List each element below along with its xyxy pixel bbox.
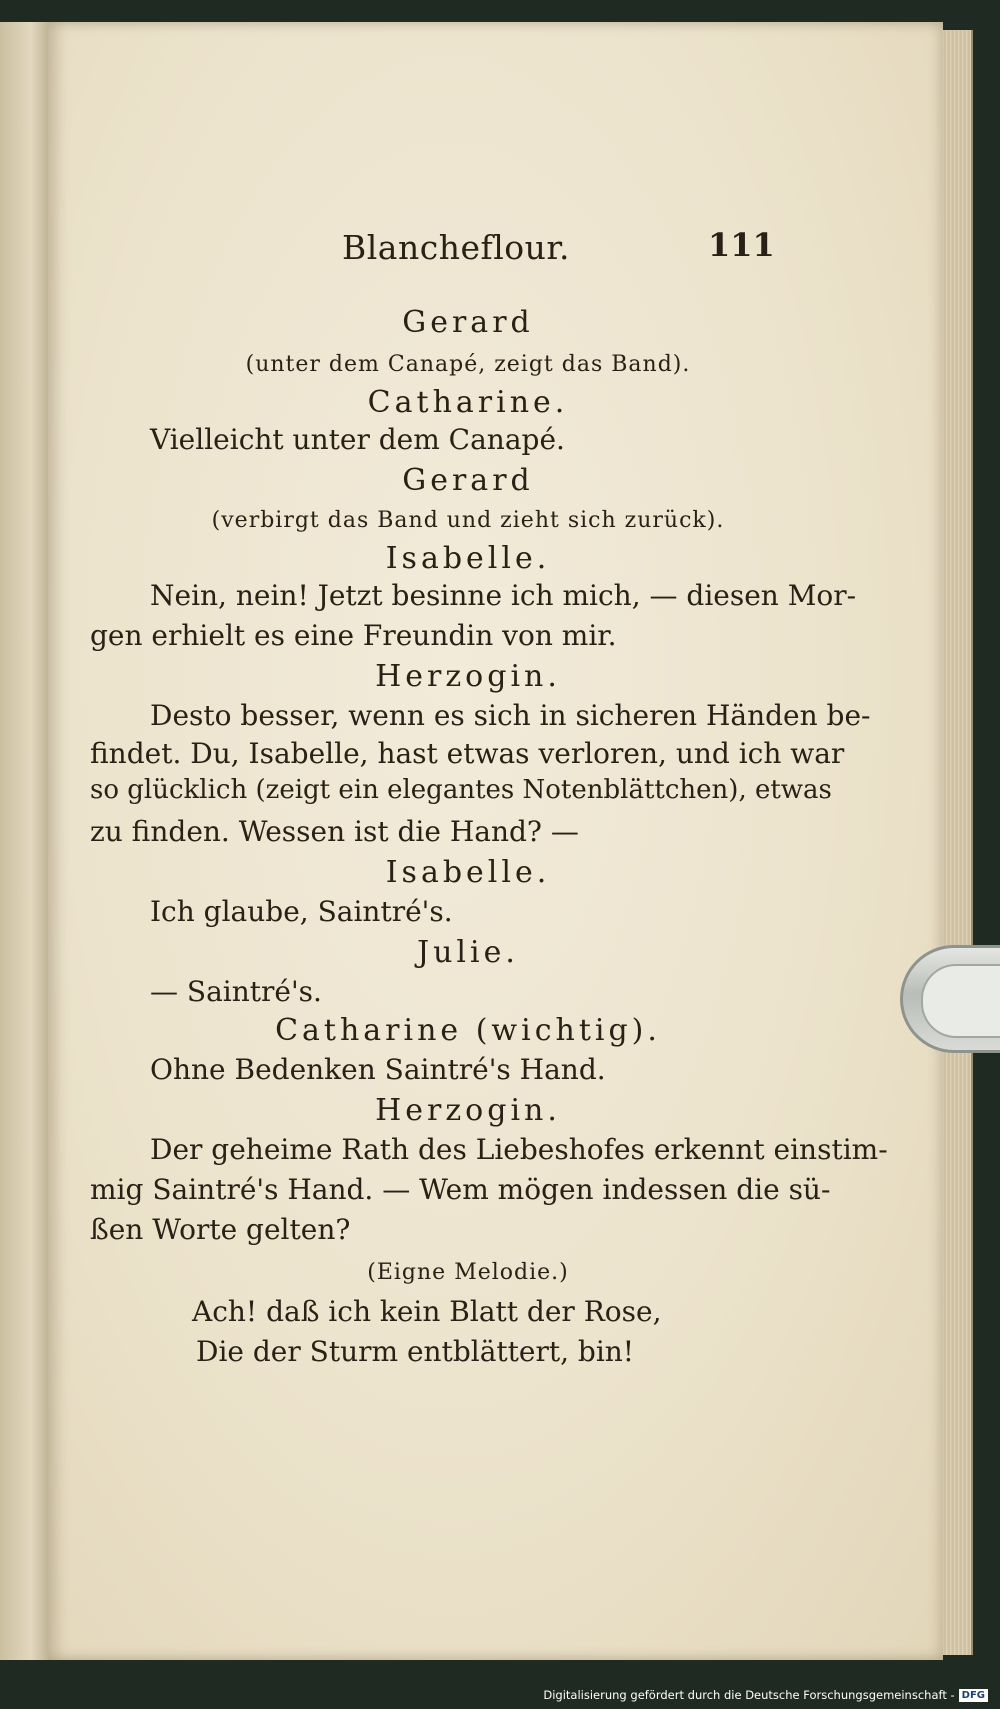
text-line: Der geheime Rath des Liebeshofes erkennt einstim- — [150, 1133, 888, 1166]
speaker-name: Gerard — [402, 463, 534, 498]
text-line: zu finden. Wessen ist die Hand? — — [90, 815, 579, 848]
dfg-logo: DFG — [959, 1689, 988, 1702]
verse-line: Ach! daß ich kein Blatt der Rose, — [192, 1295, 662, 1328]
speaker-name: Catharine. — [367, 385, 569, 420]
digitization-credit — [543, 1688, 988, 1702]
credit-text: Digitalisierung gefördert durch die Deutsche Forschungsgemeinschaft - — [543, 1688, 955, 1702]
text-line: Ohne Bedenken Saintré's Hand. — [150, 1053, 606, 1086]
speaker-name: Isabelle. — [385, 855, 551, 890]
speaker-name: Herzogin. — [375, 1093, 561, 1128]
speaker-name: Isabelle. — [385, 541, 551, 576]
text-line: so glücklich (zeigt ein elegantes Notenblättchen), etwas — [90, 775, 832, 805]
text-line: ßen Worte gelten? — [90, 1213, 351, 1246]
speaker-name: Gerard — [402, 305, 534, 340]
text-line: Vielleicht unter dem Canapé. — [150, 423, 565, 456]
text-line: Nein, nein! Jetzt besinne ich mich, — diesen Mor- — [150, 579, 857, 612]
text-line: findet. Du, Isabelle, hast etwas verloren, und ich war — [90, 737, 845, 770]
speaker-name: Herzogin. — [375, 659, 561, 694]
text-line: Desto besser, wenn es sich in sicheren Händen be- — [150, 699, 871, 732]
stage-direction: (unter dem Canapé, zeigt das Band). — [245, 352, 691, 377]
text-line: mig Saintré's Hand. — Wem mögen indessen die sü- — [90, 1173, 831, 1206]
stage-direction: (Eigne Melodie.) — [367, 1260, 569, 1285]
speaker-name: Julie. — [417, 935, 519, 970]
running-header-title: Blancheflour. — [342, 228, 571, 267]
verse-line: Die der Sturm entblättert, bin! — [196, 1335, 635, 1368]
speaker-name: Catharine (wichtig). — [275, 1013, 661, 1048]
text-line: gen erhielt es eine Freundin von mir. — [90, 619, 617, 652]
text-line: — Saintré's. — [150, 975, 322, 1008]
text-line: Ich glaube, Saintré's. — [150, 895, 453, 928]
page-number: 111 — [708, 226, 775, 264]
stage-direction: (verbirgt das Band und zieht sich zurück). — [211, 508, 725, 533]
